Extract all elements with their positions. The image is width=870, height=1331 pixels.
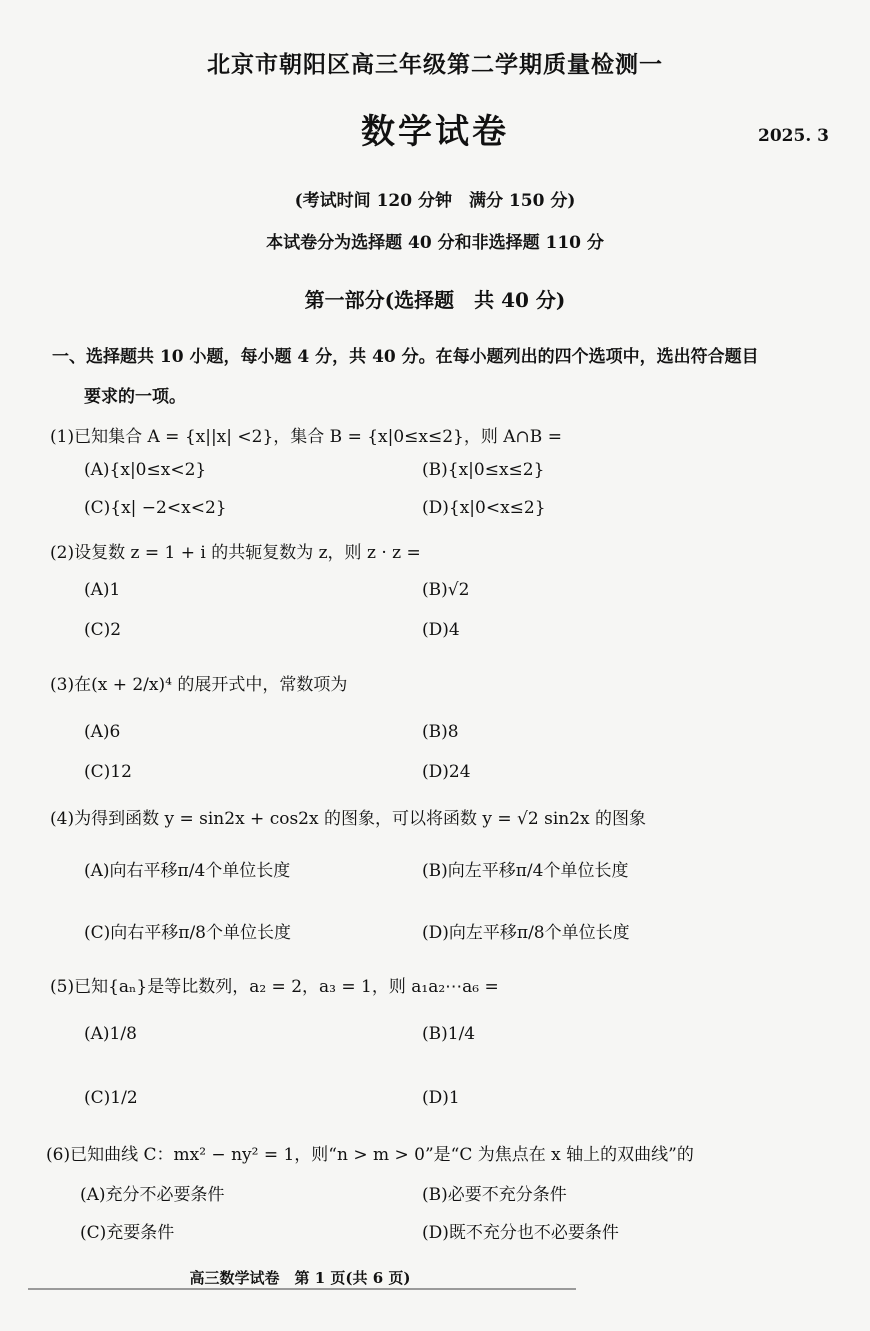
question-3-option-b: (B)8 <box>422 722 459 742</box>
section-instruction-line1: 一、选择题共 10 小题，每小题 4 分，共 40 分。在每小题列出的四个选项中，选出符合题目 <box>52 347 759 367</box>
exam-date: 2025. 3 <box>758 126 829 146</box>
question-6-stem: (6)已知曲线 C：mx² − ny² = 1，则“n > m > 0”是“C 为焦点在 x 轴上的双曲线”的 <box>46 1145 694 1165</box>
question-4-option-b: (B)向左平移π/4个单位长度 <box>422 861 629 881</box>
question-3-option-d: (D)24 <box>422 762 471 782</box>
question-5-option-a: (A)1/8 <box>84 1024 137 1044</box>
question-5-option-c: (C)1/2 <box>84 1088 138 1108</box>
footer-divider <box>28 1288 576 1290</box>
question-2-stem: (2)设复数 z = 1 + i 的共轭复数为 z，则 z · z = <box>50 543 421 563</box>
part-one-title: 第一部分(选择题 共 40 分) <box>304 288 566 312</box>
question-5-option-b: (B)1/4 <box>422 1024 476 1044</box>
question-2-option-d: (D)4 <box>422 620 460 640</box>
section-instruction-line2: 要求的一项。 <box>84 387 186 407</box>
question-1-option-a: (A){x|0≤x<2} <box>84 460 207 480</box>
question-1-stem: (1)已知集合 A = {x||x| <2}，集合 B = {x|0≤x≤2}，则 A∩B = <box>50 427 562 447</box>
exam-time-info: (考试时间 120 分钟 满分 150 分) <box>294 191 576 211</box>
question-1-option-d: (D){x|0<x≤2} <box>422 498 546 518</box>
question-2-option-b: (B)√2 <box>422 580 470 600</box>
question-4-stem: (4)为得到函数 y = sin2x + cos2x 的图象，可以将函数 y = √2 sin2x 的图象 <box>50 809 647 829</box>
question-2-option-a: (A)1 <box>84 580 121 600</box>
question-3-stem: (3)在(x + 2/x)⁴ 的展开式中，常数项为 <box>50 675 348 695</box>
question-6-option-c: (C)充要条件 <box>80 1223 175 1243</box>
question-4-option-c: (C)向右平移π/8个单位长度 <box>84 923 291 943</box>
question-6-option-a: (A)充分不必要条件 <box>80 1185 225 1205</box>
question-3-option-a: (A)6 <box>84 722 121 742</box>
district-title: 北京市朝阳区高三年级第二学期质量检测一 <box>207 51 663 78</box>
question-6-option-b: (B)必要不充分条件 <box>422 1185 567 1205</box>
question-5-stem: (5)已知{aₙ}是等比数列，a₂ = 2，a₃ = 1，则 a₁a₂⋯a₆ = <box>50 977 499 997</box>
question-1-option-c: (C){x| −2<x<2} <box>84 498 227 518</box>
question-1-option-b: (B){x|0≤x≤2} <box>422 460 545 480</box>
paper-title: 数学试卷 <box>361 112 509 152</box>
question-4-option-d: (D)向左平移π/8个单位长度 <box>422 923 630 943</box>
question-5-option-d: (D)1 <box>422 1088 460 1108</box>
question-2-option-c: (C)2 <box>84 620 122 640</box>
question-4-option-a: (A)向右平移π/4个单位长度 <box>84 861 291 881</box>
page-footer: 高三数学试卷 第 1 页(共 6 页) <box>189 1269 411 1287</box>
question-3-option-c: (C)12 <box>84 762 132 782</box>
question-6-option-d: (D)既不充分也不必要条件 <box>422 1223 619 1243</box>
score-split: 本试卷分为选择题 40 分和非选择题 110 分 <box>266 233 604 253</box>
